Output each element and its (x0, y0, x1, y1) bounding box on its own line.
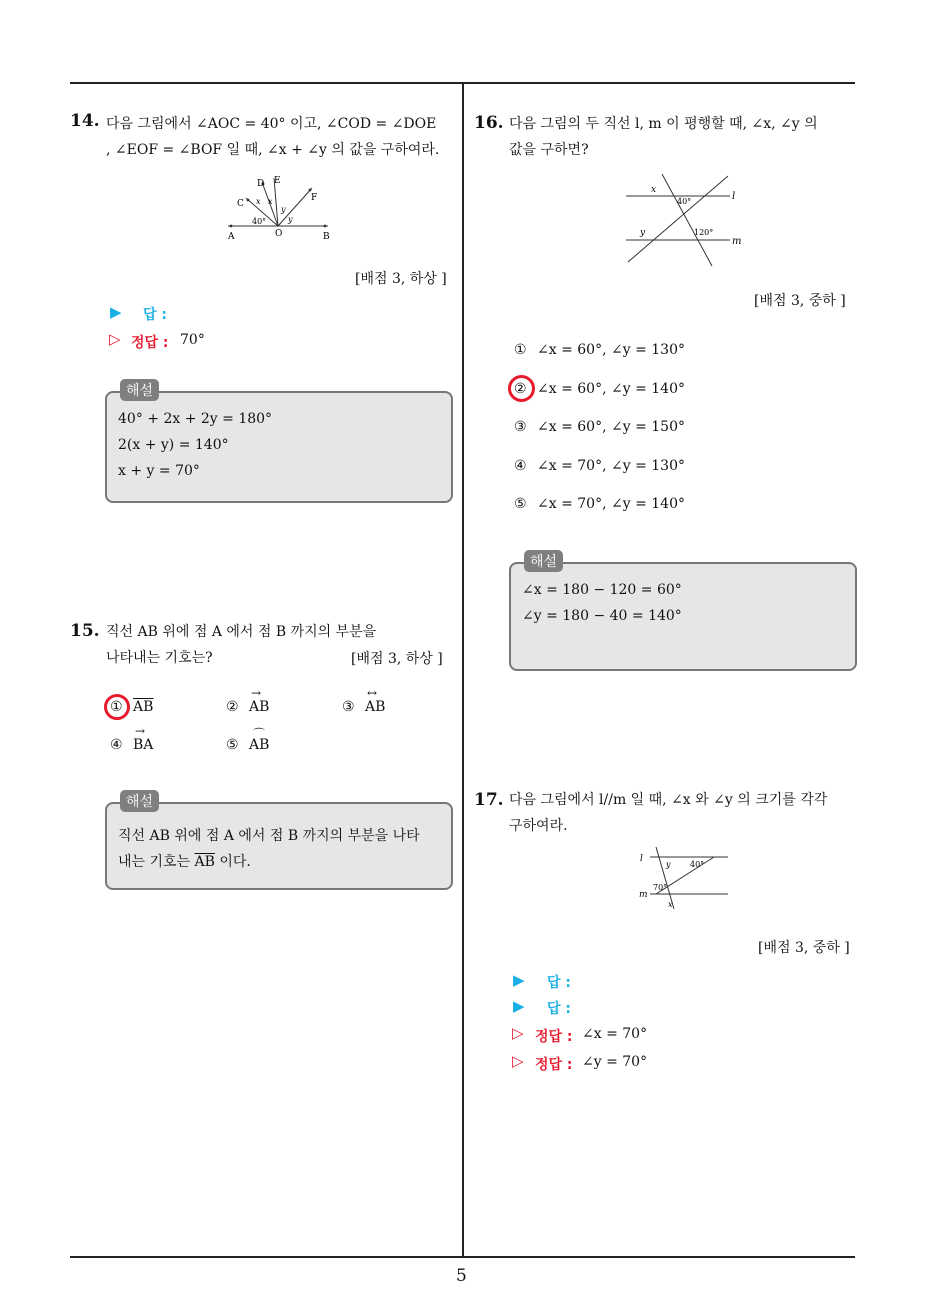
q16-choice-4-num: ④ (514, 458, 527, 474)
q17-correct-value-2: ∠y = 70° (582, 1054, 648, 1070)
q17-meta: [배점 3, 중하 ] (758, 940, 850, 956)
q14-fig-label-y2: y (288, 215, 293, 224)
q14-text-line2: , ∠EOF = ∠BOF 일 때, ∠x + ∠y 의 값을 구하여라. (106, 142, 440, 158)
q14-answer-label: 답 : (143, 307, 167, 323)
q16-choice-4[interactable] (514, 458, 685, 474)
q15-choice-3-sym: AB (365, 699, 386, 715)
q17-answer-label-2: 답 : (547, 1001, 571, 1017)
q17-correct-value-1: ∠x = 70° (582, 1026, 648, 1042)
q15-solution-line2-pre: 내는 기호는 (118, 854, 195, 870)
q14-fig-label-d: D (257, 179, 265, 189)
q17-answer-arrow-2: ▶ (513, 997, 525, 1015)
q16-solution-tag: 해설 (524, 550, 563, 572)
q14-fig-label-40: 40° (252, 217, 267, 226)
q16-choice-4-text: ∠x = 70°, ∠y = 130° (537, 458, 685, 474)
q14-correct-arrow: ▷ (109, 330, 121, 348)
q15-choice-4[interactable] (110, 724, 154, 753)
q15-choice-5-num: ⑤ (226, 737, 239, 753)
q14-fig-label-f: F (311, 193, 318, 203)
q15-choice-3-mark: ↔ (367, 686, 378, 700)
q15-choice-2-sym: AB (249, 699, 270, 715)
q15-choice-4-sym: BA (133, 737, 154, 753)
q17-parallel-figure (636, 843, 736, 913)
q16-solution-line2: ∠y = 180 − 40 = 140° (522, 608, 682, 624)
q14-answer-arrow: ▶ (110, 303, 122, 321)
q16-choice-5-num: ⑤ (514, 496, 527, 512)
q14-solution-line1: 40° + 2x + 2y = 180° (118, 411, 273, 427)
q15-choice-4-num: ④ (110, 737, 123, 753)
q17-fig-label-40: 40° (690, 860, 705, 869)
q15-choice-3[interactable] (342, 686, 386, 715)
q16-fig-label-40: 40° (677, 197, 692, 206)
q17-correct-label-2: 정답 : (535, 1057, 573, 1073)
q15-choice-2-num: ② (226, 699, 239, 715)
q16-fig-label-m: m (732, 236, 742, 247)
q15-choice-1[interactable] (110, 699, 153, 715)
q14-fig-label-b: B (323, 232, 330, 242)
q17-answer-arrow-1: ▶ (513, 971, 525, 989)
q14-fig-label-e: E (274, 176, 281, 186)
q15-choice-1-num: ① (110, 699, 123, 715)
q14-solution-tag: 해설 (120, 379, 159, 401)
q14-correct-label: 정답 : (131, 335, 169, 351)
q17-fig-label-y: y (666, 860, 671, 869)
q14-fig-label-o: O (275, 229, 283, 239)
q16-choice-1[interactable] (514, 342, 685, 358)
q16-choice-2-text: ∠x = 60°, ∠y = 140° (537, 381, 685, 397)
q15-choice-5[interactable] (226, 727, 270, 753)
q16-parallel-figure (620, 170, 750, 270)
q16-choice-2[interactable] (514, 381, 685, 397)
q17-correct-arrow-1: ▷ (512, 1024, 524, 1042)
q17-fig-label-l: l (640, 854, 643, 864)
q16-choice-5[interactable] (514, 496, 685, 512)
q15-choice-5-mark: ⌒ (253, 727, 266, 741)
q16-text-line2: 값을 구하면? (509, 142, 589, 158)
q16-choice-2-num: ② (514, 381, 527, 397)
q14-angle-figure (222, 172, 337, 242)
q15-solution-box (105, 802, 453, 890)
q16-choice-5-text: ∠x = 70°, ∠y = 140° (537, 496, 685, 512)
q14-number: 14. (70, 111, 100, 131)
q15-text-line2: 나타내는 기호는? (106, 650, 213, 666)
q17-answer-label-1: 답 : (547, 975, 571, 991)
q17-text-line2: 구하여라. (509, 818, 568, 834)
q15-solution-line2-sym: $\overline{AB}$ (194, 854, 215, 870)
q17-fig-label-x: x (668, 900, 673, 909)
q15-solution-line2 (118, 851, 251, 871)
q14-correct-value: 70° (180, 332, 205, 348)
q15-choice-3-num: ③ (342, 699, 355, 715)
q14-text-line1: 다음 그림에서 ∠AOC = 40° 이고, ∠COD = ∠DOE (106, 116, 437, 132)
q17-text-line1: 다음 그림에서 l//m 일 때, ∠x 와 ∠y 의 크기를 각각 (509, 792, 828, 808)
q15-choice-2[interactable] (226, 686, 270, 715)
q14-solution-line2: 2(x + y) = 140° (118, 437, 229, 453)
q16-fig-label-x: x (651, 185, 657, 195)
q14-fig-label-x1: x (256, 197, 261, 206)
q15-solution-line2-post: 이다. (214, 854, 251, 870)
q15-text-line1: 직선 AB 위에 점 A 에서 점 B 까지의 부분을 (106, 624, 377, 640)
q14-fig-label-y1: y (281, 205, 286, 214)
q15-solution-line1: 직선 AB 위에 점 A 에서 점 B 까지의 부분을 나타 (118, 828, 420, 844)
q14-fig-label-c: C (237, 199, 244, 209)
q15-choice-2-mark: → (251, 686, 262, 700)
q17-fig-label-m: m (639, 890, 648, 900)
q16-fig-label-120: 120° (694, 228, 714, 237)
q14-fig-label-x2: x (268, 197, 273, 206)
q14-solution-line3: x + y = 70° (118, 463, 200, 479)
q16-meta: [배점 3, 중하 ] (754, 293, 846, 309)
q15-meta: [배점 3, 하상 ] (351, 651, 443, 667)
q15-choice-4-mark: → (135, 724, 146, 738)
q15-choice-5-sym: AB (249, 737, 270, 753)
q17-correct-arrow-2: ▷ (512, 1052, 524, 1070)
q16-choice-3[interactable] (514, 419, 685, 435)
q17-number: 17. (474, 790, 504, 810)
q16-choice-1-text: ∠x = 60°, ∠y = 130° (537, 342, 685, 358)
bottom-rule (70, 1256, 855, 1258)
q16-solution-line1: ∠x = 180 − 120 = 60° (522, 582, 682, 598)
column-divider (462, 82, 464, 1258)
q16-choice-1-num: ① (514, 342, 527, 358)
q15-number: 15. (70, 621, 100, 641)
q17-correct-label-1: 정답 : (535, 1029, 573, 1045)
page-number: 5 (456, 1266, 467, 1286)
q14-meta: [배점 3, 하상 ] (355, 271, 447, 287)
q16-choice-3-num: ③ (514, 419, 527, 435)
q16-fig-label-l: l (732, 191, 736, 202)
q15-choice-1-sym: $\overline{AB}$ (133, 699, 154, 715)
q16-number: 16. (474, 113, 504, 133)
q15-solution-tag: 해설 (120, 790, 159, 812)
q16-text-line1: 다음 그림의 두 직선 l, m 이 평행할 때, ∠x, ∠y 의 (509, 116, 818, 132)
q17-fig-label-70: 70° (653, 883, 668, 892)
q16-fig-label-y: y (640, 228, 646, 238)
q14-fig-label-a: A (228, 232, 235, 242)
q16-choice-3-text: ∠x = 60°, ∠y = 150° (537, 419, 685, 435)
